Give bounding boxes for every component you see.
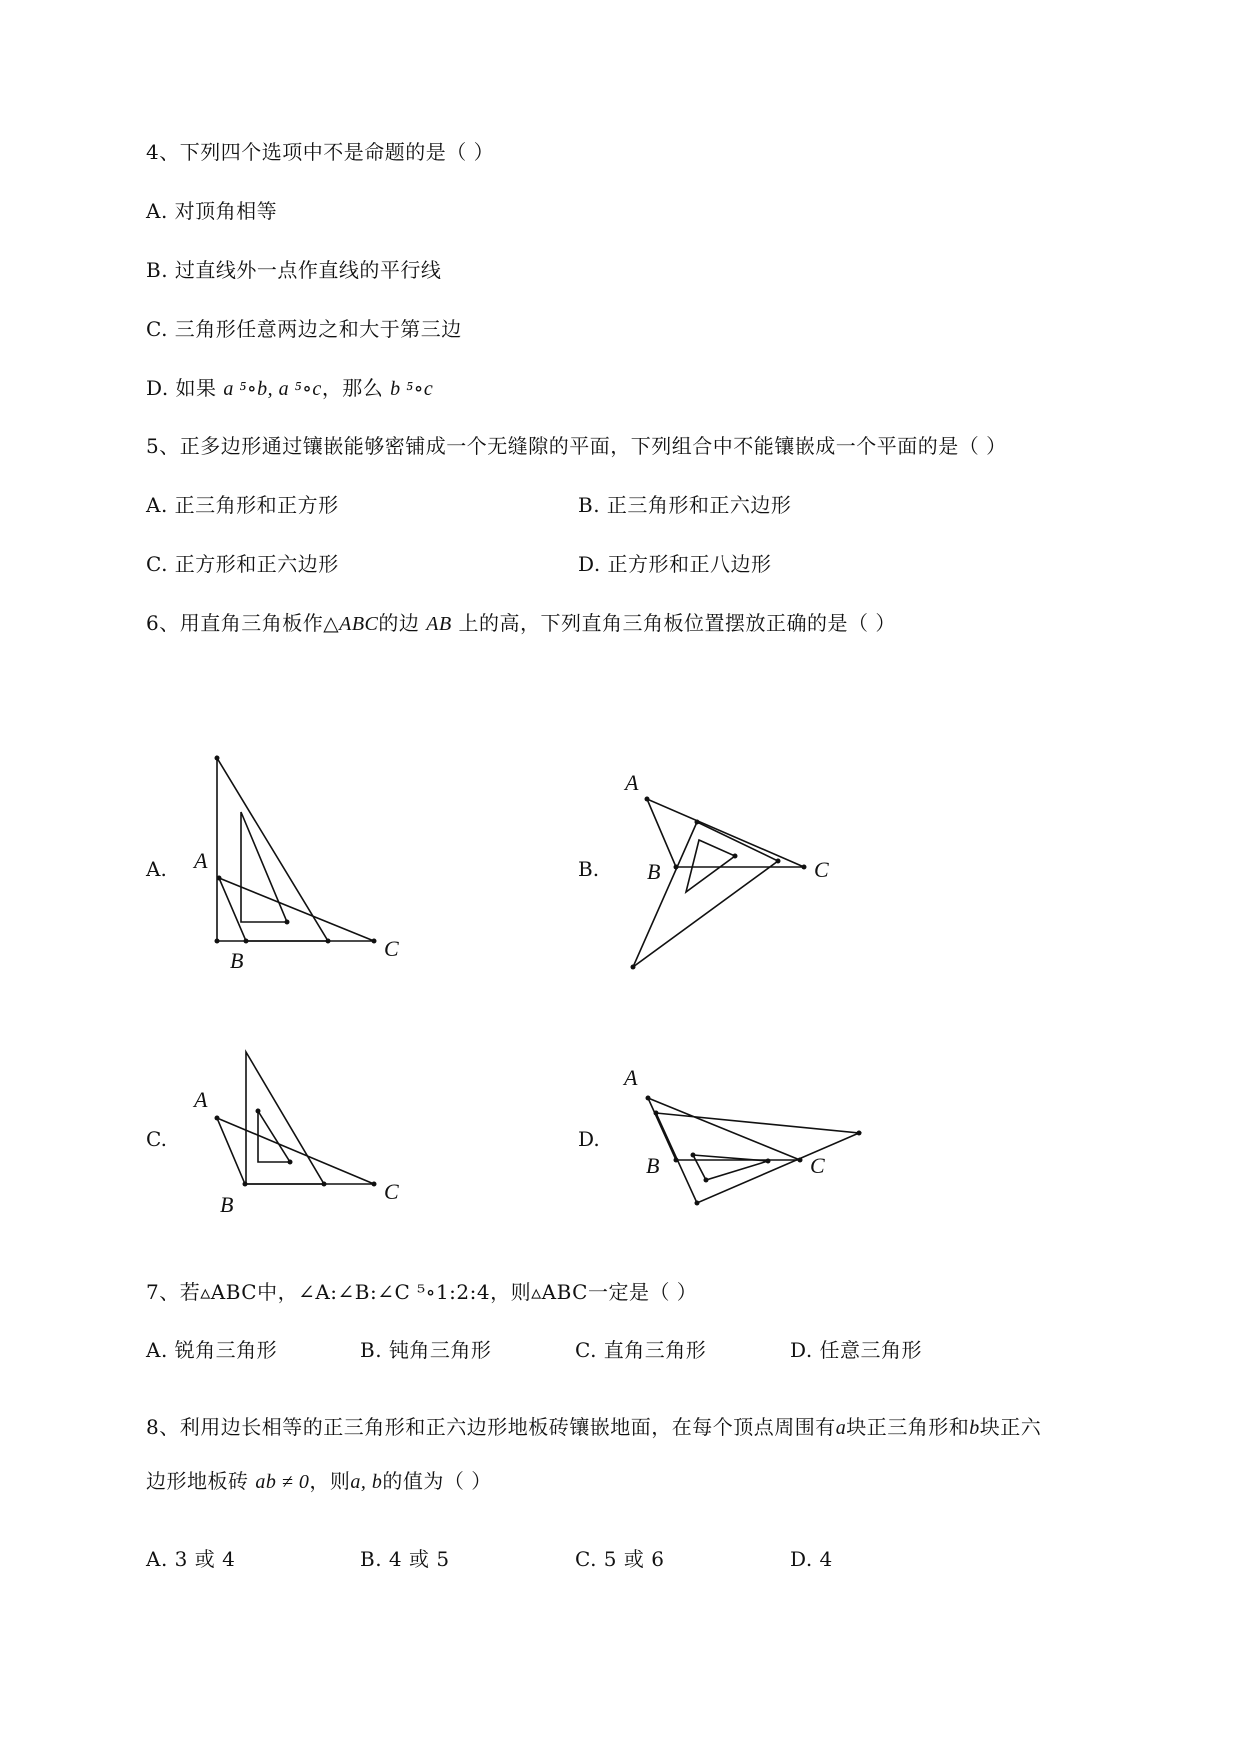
q8-option-d: D. 4 [790, 1547, 833, 1571]
figure-c-vertex-c: C [384, 1179, 399, 1204]
figure-d-vertex-a: A [624, 1065, 638, 1090]
q8-line2-ab: a, b [350, 1471, 383, 1493]
figure-d-dot [857, 1131, 862, 1136]
figure-b-vertex-a: A [625, 770, 639, 795]
figure-a-vertex-c: C [384, 936, 399, 961]
q6-figure-d-label: D. [578, 1127, 600, 1151]
q6-stem-mid: 的边 [378, 611, 420, 635]
q4-option-d-mid: ，那么 [321, 376, 384, 400]
q8-line2 [146, 1467, 492, 1496]
q5-option-c: C. 正方形和正六边形 [146, 552, 339, 576]
figure-d-vertex-c: C [810, 1153, 825, 1178]
q5-option-a: A. 正三角形和正方形 [146, 493, 339, 517]
q6-stem-math-ab: AB [426, 613, 452, 635]
q8-option-b: B. 4 或 5 [360, 1547, 450, 1571]
figure-b-vertex-b: B [647, 859, 661, 884]
figure-d-dot [646, 1096, 651, 1101]
q8-line1-post: 块正六 [979, 1415, 1042, 1439]
q6-figure-a-label: A. [146, 857, 167, 881]
q7-option-c: C. 直角三角形 [575, 1338, 707, 1362]
q7-option-b: B. 钝角三角形 [360, 1338, 492, 1362]
figure-d-dot [691, 1153, 696, 1158]
q8-line1-mid: 块正三角形和 [846, 1415, 970, 1439]
q6-figure-c-label: C. [146, 1127, 167, 1151]
q8-line2-math: ab ≠ 0 [255, 1471, 310, 1493]
q7-option-a: A. 锐角三角形 [146, 1338, 278, 1362]
q5-option-d: D. 正方形和正八边形 [578, 552, 772, 576]
figure-d-dot [674, 1158, 679, 1163]
q4-option-d-prefix: D. 如果 [146, 376, 217, 400]
figure-a-vertex-b: B [230, 948, 244, 973]
figure-d-dot [704, 1178, 709, 1183]
figure-c-vertex-a: A [194, 1087, 208, 1112]
q4-option-d-math1: a ⁵∘b, a ⁵∘c [223, 378, 322, 400]
q5-stem: 5、正多边形通过镶嵌能够密铺成一个无缝隙的平面，下列组合中不能镶嵌成一个平面的是（ ） [146, 434, 1007, 458]
figure-d-dot [766, 1159, 771, 1164]
q8-line2-mid: ，则 [309, 1469, 351, 1493]
q5-option-b: B. 正三角形和正六边形 [578, 493, 792, 517]
q7-option-d: D. 任意三角形 [790, 1338, 923, 1362]
figure-a-vertex-a: A [194, 848, 208, 873]
figure-d-small-triangle [693, 1155, 768, 1180]
q8-option-c: C. 5 或 6 [575, 1547, 665, 1571]
figure-d-vertex-b: B [646, 1153, 660, 1178]
q4-stem: 4、下列四个选项中不是命题的是（ ） [146, 140, 495, 164]
q4-option-c: C. 三角形任意两边之和大于第三边 [146, 317, 462, 341]
q6-figure-b-label: B. [578, 857, 600, 881]
figure-d-triangle [648, 1098, 800, 1160]
q4-option-b: B. 过直线外一点作直线的平行线 [146, 258, 442, 282]
q8-line1 [146, 1413, 1041, 1442]
q8-line1-a: a [835, 1417, 847, 1439]
figure-d-set-square [656, 1113, 859, 1203]
q8-option-a: A. 3 或 4 [146, 1547, 236, 1571]
figure-b-vertex-c: C [814, 857, 829, 882]
figure-d-dot [798, 1158, 803, 1163]
q8-line2-pre: 边形地板砖 [146, 1469, 249, 1493]
q8-line1-pre: 8、利用边长相等的正三角形和正六边形地板砖镶嵌地面，在每个顶点周围有 [146, 1415, 836, 1439]
q6-stem-math-abc: ABC [339, 613, 379, 635]
q8-line2-post: 的值为（ ） [382, 1469, 492, 1493]
q6-stem-post: 上的高，下列直角三角板位置摆放正确的是（ ） [458, 611, 896, 635]
q8-line1-b: b [969, 1417, 980, 1439]
figure-d-dot [654, 1111, 659, 1116]
figure-c-vertex-b: B [220, 1192, 234, 1217]
q6-stem-pre: 6、用直角三角板作△ [146, 611, 340, 635]
figure-d-dot [695, 1201, 700, 1206]
q4-option-a: A. 对顶角相等 [146, 199, 278, 223]
q7-stem: 7、若▵ABC中，∠A:∠B:∠C ⁵∘1:2:4，则▵ABC一定是（ ） [146, 1280, 698, 1304]
q4-option-d-math2: b ⁵∘c [390, 378, 434, 400]
